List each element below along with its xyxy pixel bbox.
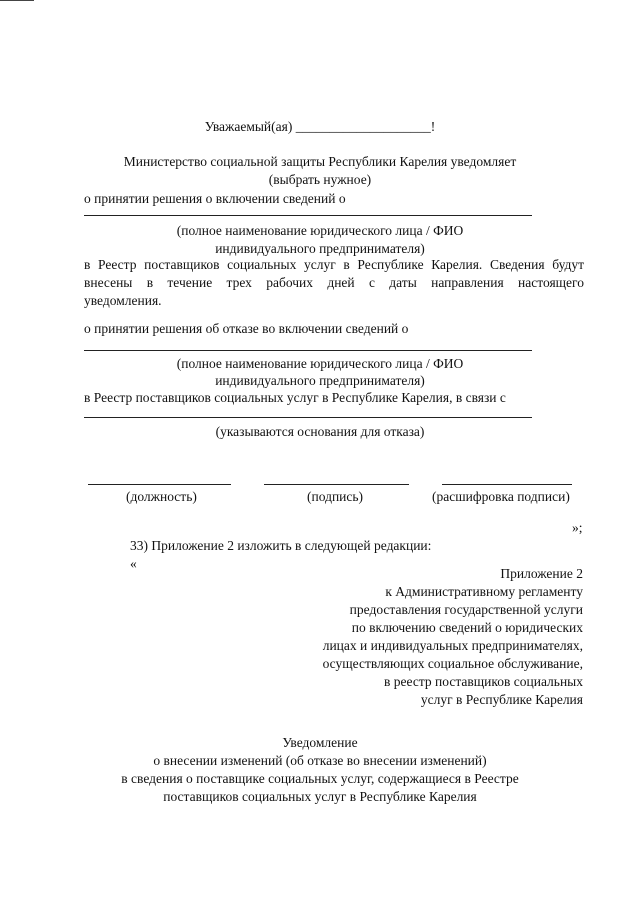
ministry-notice: Министерство социальной защиты Республики Карелия уведомляет	[123, 154, 517, 169]
notice-title: Уведомление	[282, 735, 358, 750]
notice-line-2: в сведения о поставщике социальных услуг, содержащиеся в Реестре	[121, 771, 519, 786]
refusal-name-caption-1: (полное наименование юридического лица / ФИО	[176, 356, 464, 371]
refusal-reason-blank	[84, 417, 532, 418]
inclusion-name-caption-1: (полное наименование юридического лица / ФИО	[176, 223, 464, 238]
signature-sign-blank	[264, 484, 409, 485]
choose-hint: (выбрать нужное)	[268, 172, 372, 187]
appendix-line-4: по включению сведений о юридических	[351, 620, 583, 635]
refusal-body-line: в Реестр поставщиков социальных услуг в Республике Карелия, в связи с	[84, 390, 506, 405]
appendix-line-1: Приложение 2	[500, 566, 583, 581]
inclusion-body-line-2: внесены в течение трех рабочих дней с даты направления настоящего	[84, 275, 584, 290]
appendix-line-2: к Административному регламенту	[385, 584, 583, 599]
signature-sign-caption: (подпись)	[307, 489, 364, 504]
appendix-line-8: услуг в Республике Карелия	[420, 692, 583, 707]
appendix-line-7: в реестр поставщиков социальных	[384, 674, 583, 689]
refusal-intro: о принятии решения об отказе во включении сведений о	[84, 321, 409, 336]
signature-position-blank	[88, 484, 231, 485]
inclusion-name-blank	[84, 215, 532, 216]
item-33: 33) Приложение 2 изложить в следующей редакции:	[130, 538, 432, 553]
appendix-line-6: осуществляющих социальное обслуживание,	[322, 656, 583, 671]
inclusion-body-line-3: уведомления.	[84, 293, 162, 308]
inclusion-intro: о принятии решения о включении сведений о	[84, 191, 346, 206]
notice-line-1: о внесении изменений (об отказе во внесении изменений)	[153, 753, 487, 768]
signature-decode-blank	[442, 484, 572, 485]
signature-position-caption: (должность)	[126, 489, 197, 504]
notice-line-3: поставщиков социальных услуг в Республике Карелия	[163, 789, 477, 804]
end-quote: »;	[572, 520, 583, 535]
refusal-name-caption-2: индивидуального предпринимателя)	[215, 373, 425, 388]
greeting: Уважаемый(ая) ____________________!	[204, 119, 436, 134]
refusal-reason-caption: (указываются основания для отказа)	[215, 424, 425, 439]
scan-edge-mark	[0, 0, 34, 1]
inclusion-name-caption-2: индивидуального предпринимателя)	[215, 241, 425, 256]
appendix-line-5: лицах и индивидуальных предпринимателях,	[322, 638, 583, 653]
signature-decode-caption: (расшифровка подписи)	[432, 489, 570, 504]
open-quote: «	[130, 556, 137, 571]
appendix-line-3: предоставления государственной услуги	[349, 602, 583, 617]
refusal-name-blank	[84, 350, 532, 351]
inclusion-body-line-1: в Реестр поставщиков социальных услуг в Республике Карелия. Сведения будут	[84, 257, 584, 272]
